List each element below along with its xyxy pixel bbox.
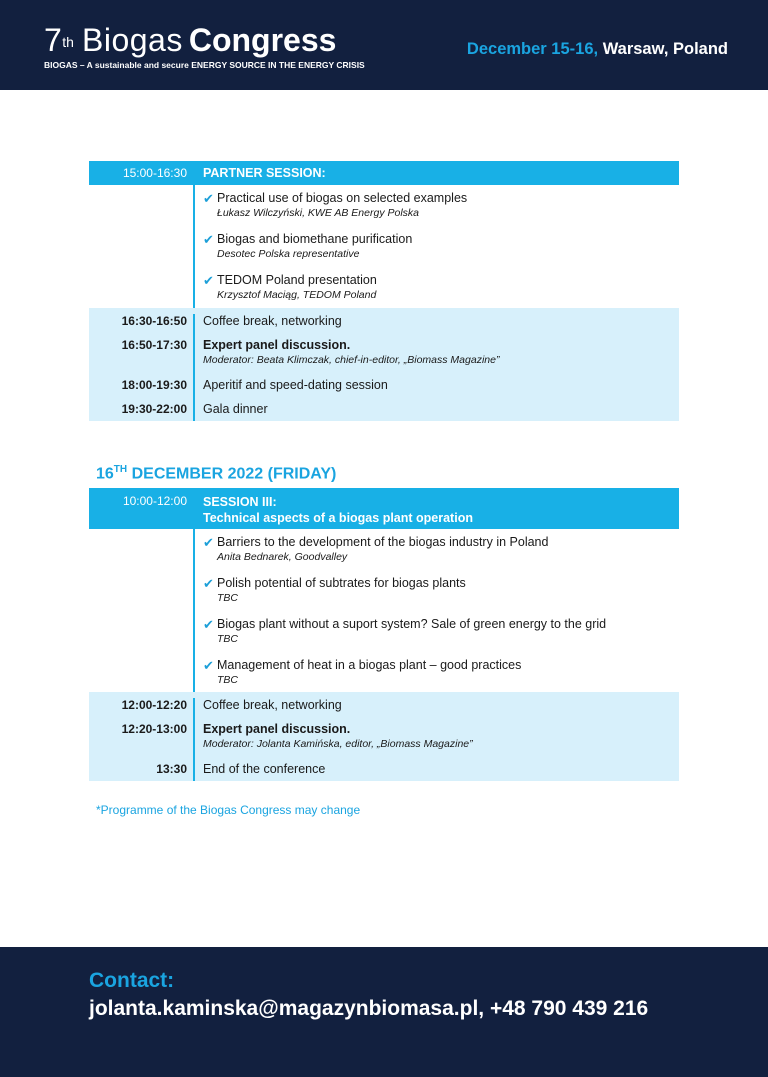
row-title: Gala dinner xyxy=(193,402,679,421)
day-number: 16 xyxy=(96,465,114,483)
programme-note: *Programme of the Biogas Congress may change xyxy=(96,803,361,817)
row-subtitle: Moderator: Beata Klimczak, chief-in-editor, „Biomass Magazine” xyxy=(203,354,500,366)
schedule-table-day1 xyxy=(89,161,679,421)
schedule-row xyxy=(89,692,679,722)
congress-title xyxy=(44,20,336,60)
day-heading xyxy=(96,464,336,483)
agenda-item xyxy=(203,232,679,273)
agenda-item-speaker: Łukasz Wilczyński, KWE AB Energy Polska xyxy=(217,207,419,219)
session-title: SESSION III: xyxy=(203,495,277,509)
session-title: PARTNER SESSION: xyxy=(193,161,679,185)
check-icon: ✔ xyxy=(203,191,214,206)
session-items xyxy=(193,529,679,692)
agenda-item-speaker: TBC xyxy=(217,633,238,645)
session-header-row xyxy=(89,488,679,529)
empty-time-cell xyxy=(89,529,193,692)
edition-number: 7 xyxy=(44,22,63,58)
day-suffix: TH xyxy=(113,464,128,475)
agenda-item xyxy=(203,658,679,692)
schedule-row xyxy=(89,338,679,378)
row-content xyxy=(193,338,679,378)
row-time: 19:30-22:00 xyxy=(121,402,187,416)
agenda-item-speaker: Desotec Polska representative xyxy=(217,248,360,260)
agenda-item-speaker: TBC xyxy=(217,592,238,604)
edition-suffix: th xyxy=(62,34,74,50)
session-items xyxy=(193,185,679,308)
schedule-row xyxy=(89,762,679,781)
page-header xyxy=(0,0,768,90)
event-dates: December 15-16, xyxy=(466,40,599,58)
title-bold: Congress xyxy=(188,22,337,58)
row-title: End of the conference xyxy=(193,762,679,781)
session-items-row xyxy=(89,185,679,308)
row-title: Coffee break, networking xyxy=(193,698,679,722)
page-footer xyxy=(0,947,768,1077)
row-time: 16:30-16:50 xyxy=(121,314,187,328)
schedule-row xyxy=(89,722,679,762)
row-time: 18:00-19:30 xyxy=(121,378,187,392)
event-date-place xyxy=(467,40,728,59)
check-icon: ✔ xyxy=(203,535,214,550)
contact-label: Contact: xyxy=(89,969,175,992)
agenda-item-title: Biogas and biomethane purification xyxy=(217,232,413,246)
agenda-item xyxy=(203,617,679,658)
row-title: Expert panel discussion. xyxy=(203,338,351,352)
agenda-item xyxy=(203,273,679,308)
check-icon: ✔ xyxy=(203,576,214,591)
check-icon: ✔ xyxy=(203,273,214,288)
row-time: 16:50-17:30 xyxy=(121,338,187,352)
agenda-item xyxy=(203,191,679,232)
row-title: Coffee break, networking xyxy=(193,314,679,338)
row-subtitle: Moderator: Jolanta Kamińska, editor, „Biomass Magazine” xyxy=(203,738,473,750)
agenda-item-speaker: TBC xyxy=(217,674,238,686)
schedule-block-light xyxy=(89,308,679,421)
agenda-item-title: Barriers to the development of the biogas industry in Poland xyxy=(217,535,549,549)
schedule-row xyxy=(89,308,679,338)
empty-time-cell xyxy=(89,185,193,308)
session-title-block xyxy=(193,488,679,529)
session-items-row xyxy=(89,529,679,692)
session-header-row xyxy=(89,161,679,185)
day-rest: DECEMBER 2022 (FRIDAY) xyxy=(131,465,337,483)
row-content xyxy=(193,722,679,762)
session-time: 10:00-12:00 xyxy=(122,494,187,508)
agenda-item-title: Biogas plant without a suport system? Sale of green energy to the grid xyxy=(217,617,607,631)
row-time: 12:20-13:00 xyxy=(121,722,187,736)
row-title: Expert panel discussion. xyxy=(203,722,351,736)
agenda-item-title: Management of heat in a biogas plant – good practices xyxy=(217,658,522,672)
row-time: 13:30 xyxy=(156,762,187,776)
agenda-item-title: TEDOM Poland presentation xyxy=(217,273,377,287)
row-time: 12:00-12:20 xyxy=(121,698,187,712)
check-icon: ✔ xyxy=(203,617,214,632)
session-time: 15:00-16:30 xyxy=(122,166,187,180)
title-light: Biogas xyxy=(81,22,183,58)
congress-subtitle: BIOGAS – A sustainable and secure ENERGY SOURCE IN THE ENERGY CRISIS xyxy=(44,60,365,70)
schedule-row xyxy=(89,378,679,402)
check-icon: ✔ xyxy=(203,658,214,673)
agenda-item xyxy=(203,535,679,576)
agenda-item-speaker: Anita Bednarek, Goodvalley xyxy=(217,551,348,563)
agenda-item-speaker: Krzysztof Maciąg, TEDOM Poland xyxy=(217,289,377,301)
schedule-table-day2 xyxy=(89,488,679,781)
check-icon: ✔ xyxy=(203,232,214,247)
row-title: Aperitif and speed-dating session xyxy=(193,378,679,402)
agenda-item-title: Practical use of biogas on selected examples xyxy=(217,191,468,205)
schedule-row xyxy=(89,402,679,421)
contact-details: jolanta.kaminska@magazynbiomasa.pl, +48 790 439 216 xyxy=(89,997,649,1020)
event-place: Warsaw, Poland xyxy=(602,40,728,58)
agenda-item-title: Polish potential of subtrates for biogas plants xyxy=(217,576,466,590)
session-subtitle: Technical aspects of a biogas plant operation xyxy=(203,511,473,525)
agenda-item xyxy=(203,576,679,617)
schedule-block-light xyxy=(89,692,679,781)
